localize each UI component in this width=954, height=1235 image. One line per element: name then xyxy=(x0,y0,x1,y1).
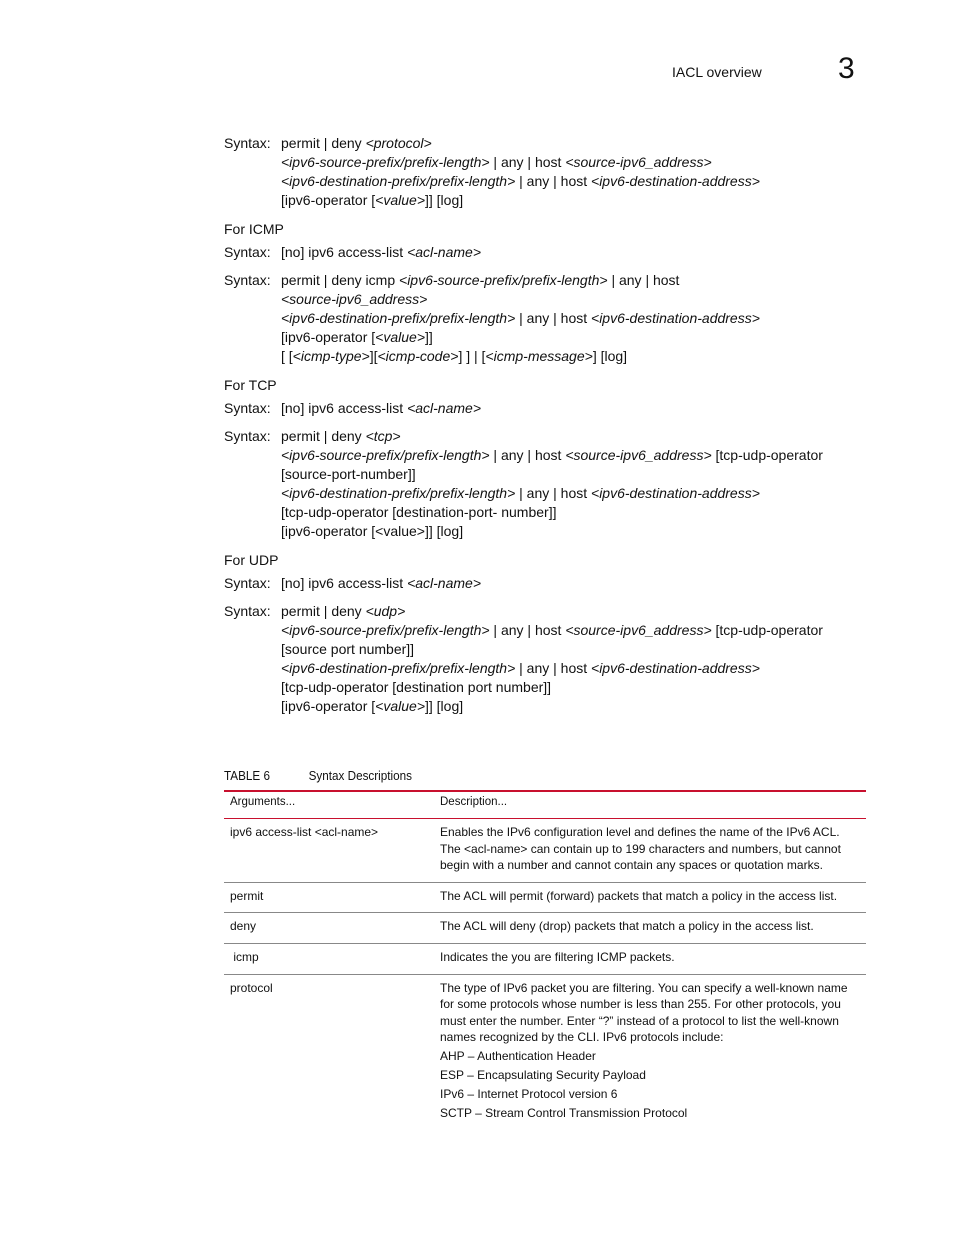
row-description: Enables the IPv6 configuration level and defines the name of the IPv6 ACL. The <acl-name> can contain up to 199 characters and numbers, but cannot begin with a number and cannot contain any spaces or quotation marks. xyxy=(440,825,841,873)
syntax-udp-acl xyxy=(224,574,874,593)
param: <ipv6-source-prefix/prefix-length> xyxy=(399,272,608,288)
param: <ipv6-destination-prefix/prefix-length> xyxy=(281,310,516,326)
text: [no] ipv6 access-list xyxy=(281,244,408,260)
text: | any | host xyxy=(607,272,680,288)
row-description: The ACL will permit (forward) packets that match a policy in the access list. xyxy=(440,888,838,903)
param: <value> xyxy=(375,329,425,345)
text: [tcp-udp-operator [destination-port- number]] xyxy=(281,504,557,520)
heading-udp: For UDP xyxy=(224,552,279,568)
param: <protocol> xyxy=(365,135,432,151)
heading-tcp: For TCP xyxy=(224,377,277,393)
protocol-item: IPv6 – Internet Protocol version 6 xyxy=(440,1086,618,1101)
text: ] ] | [ xyxy=(458,348,486,364)
row-description: Indicates the you are filtering ICMP packets. xyxy=(440,949,675,964)
heading-icmp: For ICMP xyxy=(224,221,284,237)
table-caption-text: Syntax Descriptions xyxy=(308,768,413,783)
protocol-item: SCTP – Stream Control Transmission Protocol xyxy=(440,1105,688,1120)
param: <acl-name> xyxy=(407,575,481,591)
description-text: The type of IPv6 packet you are filtering. You can specify a well-known name for some protocols whose number is less than 255. For other protocols, you must enter the number. Enter “?” instead of a protocol to list the well-known names recognized by the CLI. IPv6 protocols include: xyxy=(440,980,848,1045)
param: <ipv6-source-prefix/prefix-length> xyxy=(281,154,490,170)
param: <ipv6-destination-address> xyxy=(591,310,760,326)
param: <ipv6-destination-prefix/prefix-length> xyxy=(281,173,516,189)
param: <icmp-code> xyxy=(377,348,459,364)
syntax-content xyxy=(224,134,874,725)
param: <ipv6-destination-prefix/prefix-length> xyxy=(281,485,516,501)
text: ]] xyxy=(425,329,433,345)
param: <icmp-message> xyxy=(485,348,593,364)
param: <ipv6-destination-address> xyxy=(591,485,760,501)
text: permit | deny xyxy=(281,428,366,444)
text: permit | deny xyxy=(281,135,366,151)
param: <source-ipv6_address> xyxy=(565,622,712,638)
running-header-title: IACL overview xyxy=(672,64,762,80)
param: <ipv6-destination-address> xyxy=(591,173,760,189)
text: ][ xyxy=(369,348,378,364)
syntax-keyword: Syntax: xyxy=(224,603,271,619)
text: ]] [log] xyxy=(425,192,464,208)
param: <udp> xyxy=(365,603,406,619)
param: <ipv6-destination-prefix/prefix-length> xyxy=(281,660,516,676)
text: [tcp-udp-operator xyxy=(711,447,823,463)
text: | any | host xyxy=(489,622,566,638)
table-caption xyxy=(224,768,412,783)
text: | any | host xyxy=(515,660,592,676)
syntax-keyword: Syntax: xyxy=(224,428,271,444)
syntax-icmp-acl xyxy=(224,243,874,262)
protocol-item: ESP – Encapsulating Security Payload xyxy=(440,1067,646,1082)
syntax-protocol xyxy=(224,134,874,210)
table-row xyxy=(224,944,866,975)
table-row xyxy=(224,913,866,944)
header-description: Description... xyxy=(440,796,508,808)
text: [source port number]] xyxy=(281,641,415,657)
syntax-keyword: Syntax: xyxy=(224,272,271,288)
table-row xyxy=(224,819,866,883)
text: [no] ipv6 access-list xyxy=(281,575,408,591)
text: [ipv6-operator [ xyxy=(281,698,376,714)
param: <acl-name> xyxy=(407,400,481,416)
chapter-number: 3 xyxy=(838,52,855,85)
param: <value> xyxy=(375,698,425,714)
row-argument: permit xyxy=(230,888,264,903)
text: | any | host xyxy=(489,154,566,170)
syntax-descriptions-table xyxy=(224,790,866,1130)
text: | any | host xyxy=(515,310,592,326)
header-arguments: Arguments... xyxy=(230,796,296,808)
syntax-keyword: Syntax: xyxy=(224,135,271,151)
syntax-keyword: Syntax: xyxy=(224,244,271,260)
text: [ipv6-operator [ xyxy=(281,329,376,345)
param: <icmp-type> xyxy=(292,348,370,364)
text: | any | host xyxy=(515,173,592,189)
param: <source-ipv6_address> xyxy=(565,447,712,463)
row-argument: icmp xyxy=(230,949,259,964)
param: <ipv6-destination-address> xyxy=(591,660,760,676)
syntax-keyword: Syntax: xyxy=(224,400,271,416)
row-argument: ipv6 access-list <acl-name> xyxy=(230,825,379,839)
text: [source-port-number]] xyxy=(281,466,416,482)
param: <source-ipv6_address> xyxy=(281,291,428,307)
text: | any | host xyxy=(489,447,566,463)
text: | any | host xyxy=(515,485,592,501)
syntax-tcp-acl xyxy=(224,399,874,418)
param: <tcp> xyxy=(365,428,401,444)
text: [ipv6-operator [<value>]] [log] xyxy=(281,523,464,539)
table-row xyxy=(224,883,866,914)
row-description: The ACL will deny (drop) packets that match a policy in the access list. xyxy=(440,919,814,934)
table-row xyxy=(224,975,866,1130)
param: <value> xyxy=(375,192,425,208)
syntax-icmp xyxy=(224,271,874,366)
text: [ipv6-operator [ xyxy=(281,192,376,208)
row-description xyxy=(440,980,866,1122)
text: permit | deny icmp xyxy=(281,272,400,288)
table-label: TABLE 6 xyxy=(224,768,270,783)
row-argument: protocol xyxy=(230,980,273,995)
text: [no] ipv6 access-list xyxy=(281,400,408,416)
syntax-udp xyxy=(224,602,874,716)
row-argument: deny xyxy=(230,919,257,934)
param: <acl-name> xyxy=(407,244,481,260)
text: ] [log] xyxy=(592,348,628,364)
param: <source-ipv6_address> xyxy=(565,154,712,170)
param: <ipv6-source-prefix/prefix-length> xyxy=(281,447,490,463)
text: ]] [log] xyxy=(425,698,464,714)
text: permit | deny xyxy=(281,603,366,619)
syntax-tcp xyxy=(224,427,874,541)
text: [tcp-udp-operator xyxy=(711,622,823,638)
protocol-item: AHP – Authentication Header xyxy=(440,1048,596,1063)
text: [tcp-udp-operator [destination port number]] xyxy=(281,679,552,695)
param: <ipv6-source-prefix/prefix-length> xyxy=(281,622,490,638)
table-header xyxy=(224,792,866,819)
text: [ [ xyxy=(281,348,293,364)
syntax-keyword: Syntax: xyxy=(224,575,271,591)
